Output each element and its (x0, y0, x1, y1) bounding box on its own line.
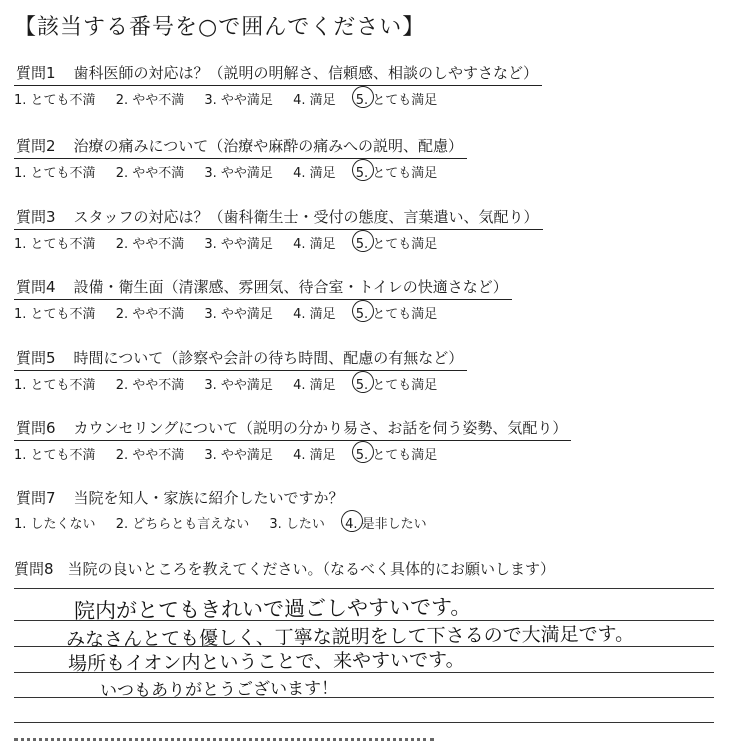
question-text: 治療の痛みについて（治療や麻酔の痛みへの説明、配慮） (73, 137, 463, 155)
answer-options (14, 233, 714, 252)
question-title (14, 206, 543, 230)
question-title (14, 62, 542, 86)
question-text: 設備・衛生面（清潔感、雰囲気、待合室・トイレの快適さなど） (73, 278, 508, 296)
question-number: 質問1 (16, 64, 56, 82)
answer-options (14, 374, 714, 393)
question-text: 時間について（診察や会計の待ち時間、配慮の有無など） (73, 349, 464, 367)
question-number: 質問4 (16, 278, 56, 296)
answer-options (14, 513, 714, 532)
option-1[interactable]: 1. とても不満 (14, 93, 96, 108)
handwritten-answer-2: みなさんとても優しく、丁寧な説明をして下さるので大満足です。 (65, 623, 635, 651)
question-text: 当院を知人・家族に紹介したいですか？ (73, 489, 344, 507)
answer-options (14, 444, 714, 463)
question-title (14, 276, 512, 300)
option-3[interactable]: 3. やや満足 (204, 307, 273, 322)
option-4-selected[interactable]: 4. 是非したい (345, 513, 427, 532)
option-4[interactable]: 4. 満足 (293, 237, 336, 252)
option-3[interactable]: 3. やや満足 (204, 93, 273, 108)
handwritten-answer-1: 院内がとてもきれいで過ごしやすいです。 (73, 594, 472, 624)
option-1[interactable]: 1. とても不満 (14, 307, 96, 322)
answer-options (14, 89, 714, 108)
question-number: 質問7 (16, 489, 56, 507)
option-1[interactable]: 1. とても不満 (14, 448, 96, 463)
option-2[interactable]: 2. やや不満 (115, 448, 185, 463)
question-number: 質問2 (16, 137, 56, 155)
question-title (14, 135, 467, 159)
question-title (14, 347, 467, 371)
question-number: 質問5 (16, 349, 56, 367)
option-1[interactable]: 1. とても不満 (14, 166, 96, 181)
option-4[interactable]: 4. 満足 (293, 378, 336, 393)
option-1[interactable]: 1. とても不満 (14, 237, 96, 252)
question-4 (14, 276, 714, 322)
question-number: 質問6 (16, 419, 56, 437)
cutoff-next-question (14, 738, 434, 751)
option-4[interactable]: 4. 満足 (293, 448, 336, 463)
option-4[interactable]: 4. 満足 (293, 93, 336, 108)
option-3[interactable]: 3. やや満足 (204, 166, 273, 181)
option-1[interactable]: 1. したくない (14, 517, 96, 532)
option-3[interactable]: 3. したい (269, 517, 325, 532)
answer-options (14, 303, 714, 322)
handwritten-answer-4: いつもありがとうございます！ (99, 678, 339, 702)
option-5-selected[interactable]: 5. とても満足 (356, 374, 438, 393)
question-text: カウンセリングについて（説明の分かり易さ、お話を伺う姿勢、気配り） (73, 419, 568, 437)
question-text: スタッフの対応は？（歯科衛生士・受付の態度、言葉遣い、気配り） (73, 208, 539, 226)
question-text: 当院の良いところを教えてください。（なるべく具体的にお願いします） (67, 560, 556, 578)
page-title: 【該当する番号を○で囲んでください】 (14, 15, 426, 40)
question-5 (14, 347, 714, 393)
option-3[interactable]: 3. やや満足 (204, 448, 273, 463)
option-2[interactable]: 2. やや不満 (115, 93, 185, 108)
question-number: 質問3 (16, 208, 56, 226)
question-title (14, 487, 348, 510)
question-1 (14, 62, 714, 108)
option-4[interactable]: 4. 満足 (293, 166, 336, 181)
question-text: 歯科医師の対応は？（説明の明解さ、信頼感、相談のしやすさなど） (73, 64, 538, 82)
question-3 (14, 206, 714, 252)
question-8 (14, 558, 714, 579)
handwritten-answer-3: 場所もイオン内ということで、来やすいです。 (67, 648, 465, 676)
option-5-selected[interactable]: 5. とても満足 (356, 89, 438, 108)
question-7 (14, 487, 714, 532)
option-2[interactable]: 2. どちらとも言えない (115, 517, 250, 532)
question-number: 質問8 (14, 560, 54, 578)
option-5-selected[interactable]: 5. とても満足 (356, 303, 438, 322)
option-5-selected[interactable]: 5. とても満足 (356, 233, 438, 252)
option-2[interactable]: 2. やや不満 (115, 166, 185, 181)
question-2 (14, 135, 714, 181)
option-5-selected[interactable]: 5. とても満足 (356, 444, 438, 463)
answer-line (14, 588, 714, 589)
question-6 (14, 417, 714, 463)
answer-options (14, 162, 714, 181)
answer-line (14, 722, 714, 723)
option-2[interactable]: 2. やや不満 (115, 307, 185, 322)
option-2[interactable]: 2. やや不満 (115, 237, 185, 252)
option-1[interactable]: 1. とても不満 (14, 378, 96, 393)
option-2[interactable]: 2. やや不満 (115, 378, 185, 393)
question-title (14, 558, 714, 579)
question-title (14, 417, 571, 441)
option-4[interactable]: 4. 満足 (293, 307, 336, 322)
option-5-selected[interactable]: 5. とても満足 (356, 162, 438, 181)
option-3[interactable]: 3. やや満足 (204, 237, 273, 252)
option-3[interactable]: 3. やや満足 (204, 378, 273, 393)
